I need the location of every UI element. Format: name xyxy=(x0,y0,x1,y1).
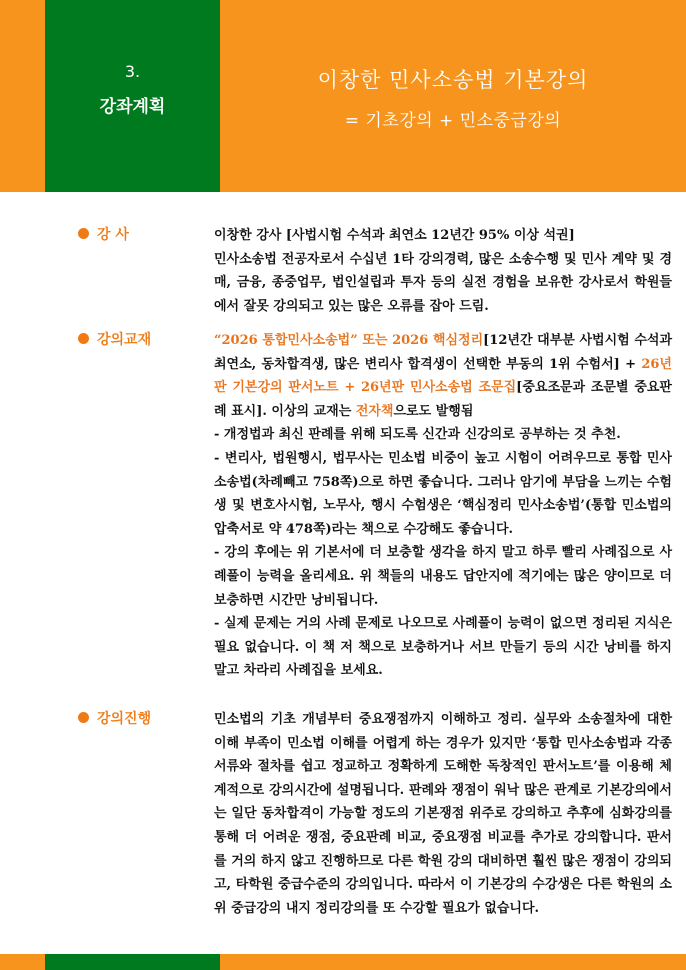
textbook-note: - 실제 문제는 거의 사례 문제로 나오므로 사례풀이 능력이 없으면 정리된 지식은 필요 없습니다. 이 책 저 책으로 보충하거나 서브 만들기 등의 시간 낭비를 하지 말고 차라리 사례집을 보세요. xyxy=(214,616,672,679)
instructor-label: 강 사 xyxy=(78,224,129,244)
instructor-line: 이창한 강사 [사법시험 수석과 최연소 12년간 95% 이상 석권] xyxy=(214,228,575,243)
textbook-text xyxy=(214,329,672,683)
instructor-text xyxy=(214,224,672,318)
textbook-description: “2026 통합민사소송법” 또는 2026 핵심정리[12년간 대부분 사법시험 수석과 최연소, 동차합격생, 많은 변리사 합격생이 선택한 부동의 1위 수험서] + 26년판 기본강의 판서노트 + 26년판 민사소송법 조문집[중요조문과 조문별 중요판례 표시]. 이상의 교재는 전자책으로도 발행됨 xyxy=(214,333,672,419)
bullet-dot-icon xyxy=(78,712,89,723)
instructor-line: 민사소송법 전공자로서 수십년 1타 강의경력, 많은 소송수행 및 민사 계약 및 경매, 금융, 종중업무, 법인설립과 투자 등의 실전 경험을 보유한 강사로서 학원들에서 잘못 강의되고 있는 많은 오류를 잡아 드림. xyxy=(214,251,672,314)
textbook-note: - 개정법과 최신 판례를 위해 되도록 신간과 신강의로 공부하는 것 추천. xyxy=(214,427,621,443)
bullet-dot-icon xyxy=(78,228,89,239)
footer-bar xyxy=(0,954,686,970)
course-subtitle: = 기초강의 + 민소중급강의 xyxy=(344,111,562,131)
course-title: 이창한 민사소송법 기본강의 xyxy=(317,68,589,92)
footer-green-block xyxy=(45,954,220,970)
textbook-note: - 강의 후에는 위 기본서에 더 보충할 생각을 하지 말고 하루 빨리 사례집으로 사례풀이 능력을 올리세요. 위 책들의 내용도 답안지에 적기에는 많은 양이므로 더 보충하면 시간만 낭비됩니다. xyxy=(214,545,672,608)
progress-label: 강의진행 xyxy=(78,708,151,728)
progress-text: 민소법의 기초 개념부터 중요쟁점까지 이해하고 정리. 실무와 소송절차에 대한 이해 부족이 민소법 이해를 어렵게 하는 경우가 있지만 ‘통합 민사소송법과 각종 서류와 절차를 쉽고 정교하고 정확하게 도해한 독창적인 판서노트’를 이용해 체계적으로 강의시간에 설명됩니다. 판례와 쟁점이 워낙 많은 관계로 기본강의에서는 일단 동차합격이 가능할 정도의 기본쟁점 위주로 강의하고 추후에 심화강의를 통해 더 어려운 쟁점, 중요판례 비교, 중요쟁점 비교를 추가로 강의합니다. 판서를 거의 하지 않고 진행하므로 다른 학원 강의 대비하면 훨씬 많은 쟁점이 강의되고, 타학원 중급수준의 강의입니다. 따라서 이 기본강의 수강생은 다른 학원의 소위 중급강의 내지 정리강의를 또 수강할 필요가 없습니다. xyxy=(214,712,672,916)
bullet-dot-icon xyxy=(78,333,89,344)
section-title: 강좌계획 xyxy=(99,97,166,117)
header-banner xyxy=(0,0,686,192)
textbook-label: 강의교재 xyxy=(78,329,151,349)
section-number: 3. xyxy=(124,62,141,81)
textbook-note: - 변리사, 법원행시, 법무사는 민소법 비중이 높고 시험이 어려우므로 통합 민사소송법(차례빼고 758쪽)으로 하면 좋습니다. 그러나 암기에 부담을 느끼는 수험생 및 변호사시험, 노무사, 행시 수험생은 ‘핵심정리 민사소송법’(통합 민소법의 압축서로 약 478쪽)라는 책으로 수강해도 좋습니다. xyxy=(214,450,672,537)
section-badge xyxy=(45,0,220,192)
